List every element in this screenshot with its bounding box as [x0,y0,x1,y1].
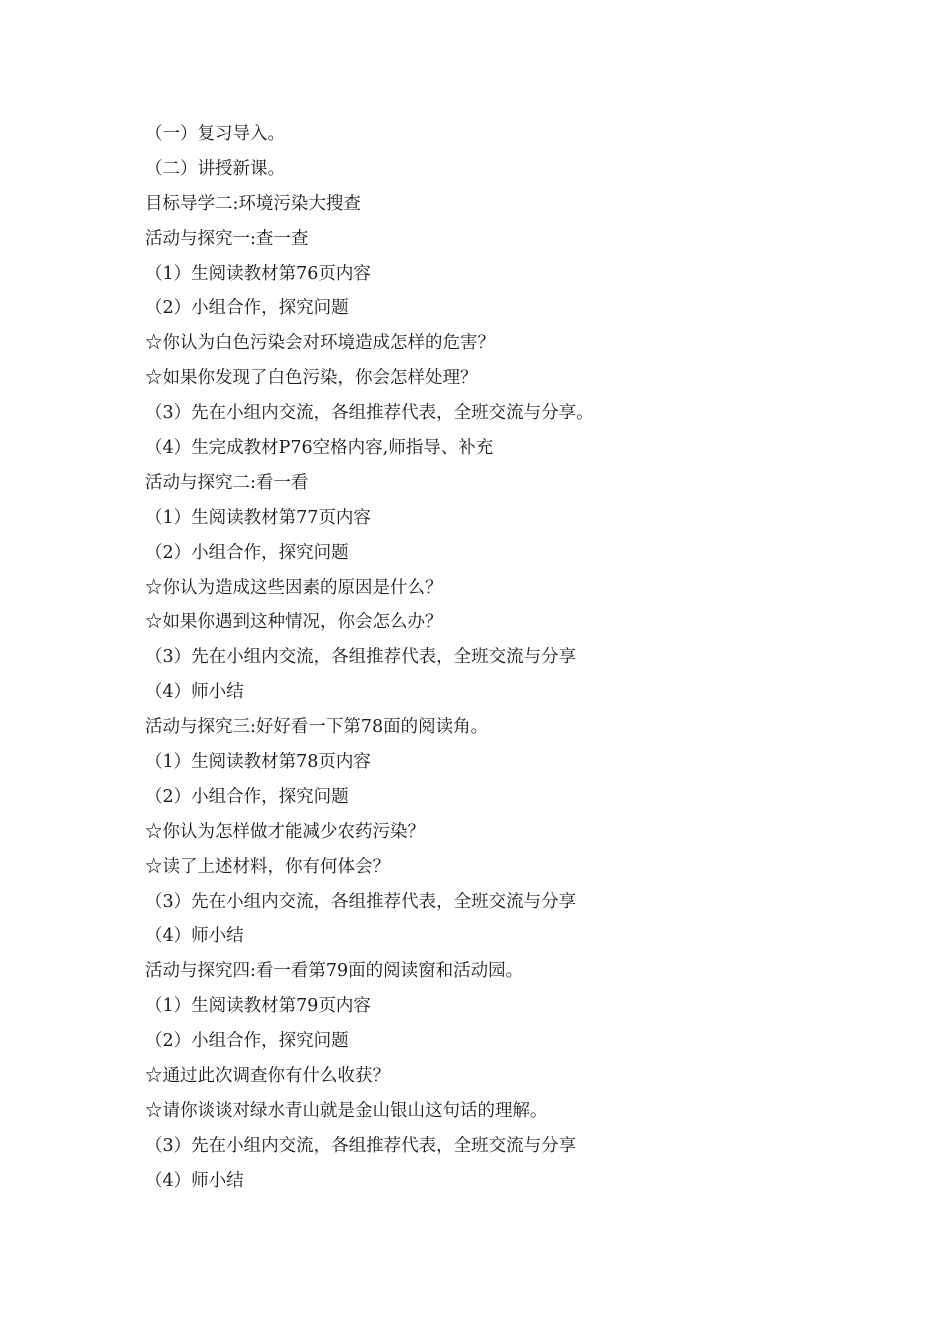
activity-three-question-1: ☆你认为怎样做才能减少农药污染？ [145,821,425,842]
activity-four-step-4: （4）师小结 [145,1170,244,1191]
activity-three-step-3: （3）先在小组内交流，各组推荐代表，全班交流与分享 [145,891,577,912]
activity-one-question-1: ☆你认为白色污染会对环境造成怎样的危害？ [145,333,495,354]
activity-four-question-1: ☆通过此次调查你有什么收获？ [145,1066,390,1087]
activity-one-step-2: （2）小组合作，探究问题 [145,298,349,319]
activity-two-question-1: ☆你认为造成这些因素的原因是什么？ [145,577,443,598]
activity-three-question-2: ☆读了上述材料，你有何体会？ [145,856,390,877]
activity-four-step-3: （3）先在小组内交流，各组推荐代表，全班交流与分享 [145,1135,577,1156]
activity-two-step-2: （2）小组合作，探究问题 [145,542,349,563]
activity-one-step-1: （1）生阅读教材第76页内容 [145,263,371,284]
activity-three-step-1: （1）生阅读教材第78页内容 [145,752,371,773]
activity-four-question-2: ☆请你谈谈对绿水青山就是金山银山这句话的理解。 [145,1100,548,1121]
activity-two-question-2: ☆如果你遇到这种情况，你会怎么办？ [145,612,443,633]
activity-four-step-1: （1）生阅读教材第79页内容 [145,996,371,1017]
activity-one-heading: 活动与探究一:查一查 [145,228,309,249]
activity-one-question-2: ☆如果你发现了白色污染，你会怎样处理？ [145,368,478,389]
activity-two-step-3: （3）先在小组内交流，各组推荐代表，全班交流与分享 [145,647,577,668]
activity-two-step-4: （4）师小结 [145,682,244,703]
activity-four-heading: 活动与探究四:看一看第79面的阅读窗和活动园。 [145,961,524,982]
activity-one-step-3: （3）先在小组内交流，各组推荐代表，全班交流与分享。 [145,403,594,424]
section-heading-review: （一）复习导入。 [145,124,285,144]
activity-three-step-4: （4）师小结 [145,926,244,947]
activity-three-heading: 活动与探究三:好好看一下第78面的阅读角。 [145,717,489,738]
activity-four-step-2: （2）小组合作，探究问题 [145,1031,349,1052]
activity-one-step-4: （4）生完成教材P76空格内容,师指导、补充 [145,438,494,459]
goal-heading: 目标导学二:环境污染大搜查 [145,193,361,214]
section-heading-new-lesson: （二）讲授新课。 [145,158,285,179]
document-body [145,117,845,1199]
activity-two-step-1: （1）生阅读教材第77页内容 [145,507,371,528]
activity-three-step-2: （2）小组合作，探究问题 [145,786,349,807]
activity-two-heading: 活动与探究二:看一看 [145,472,309,493]
